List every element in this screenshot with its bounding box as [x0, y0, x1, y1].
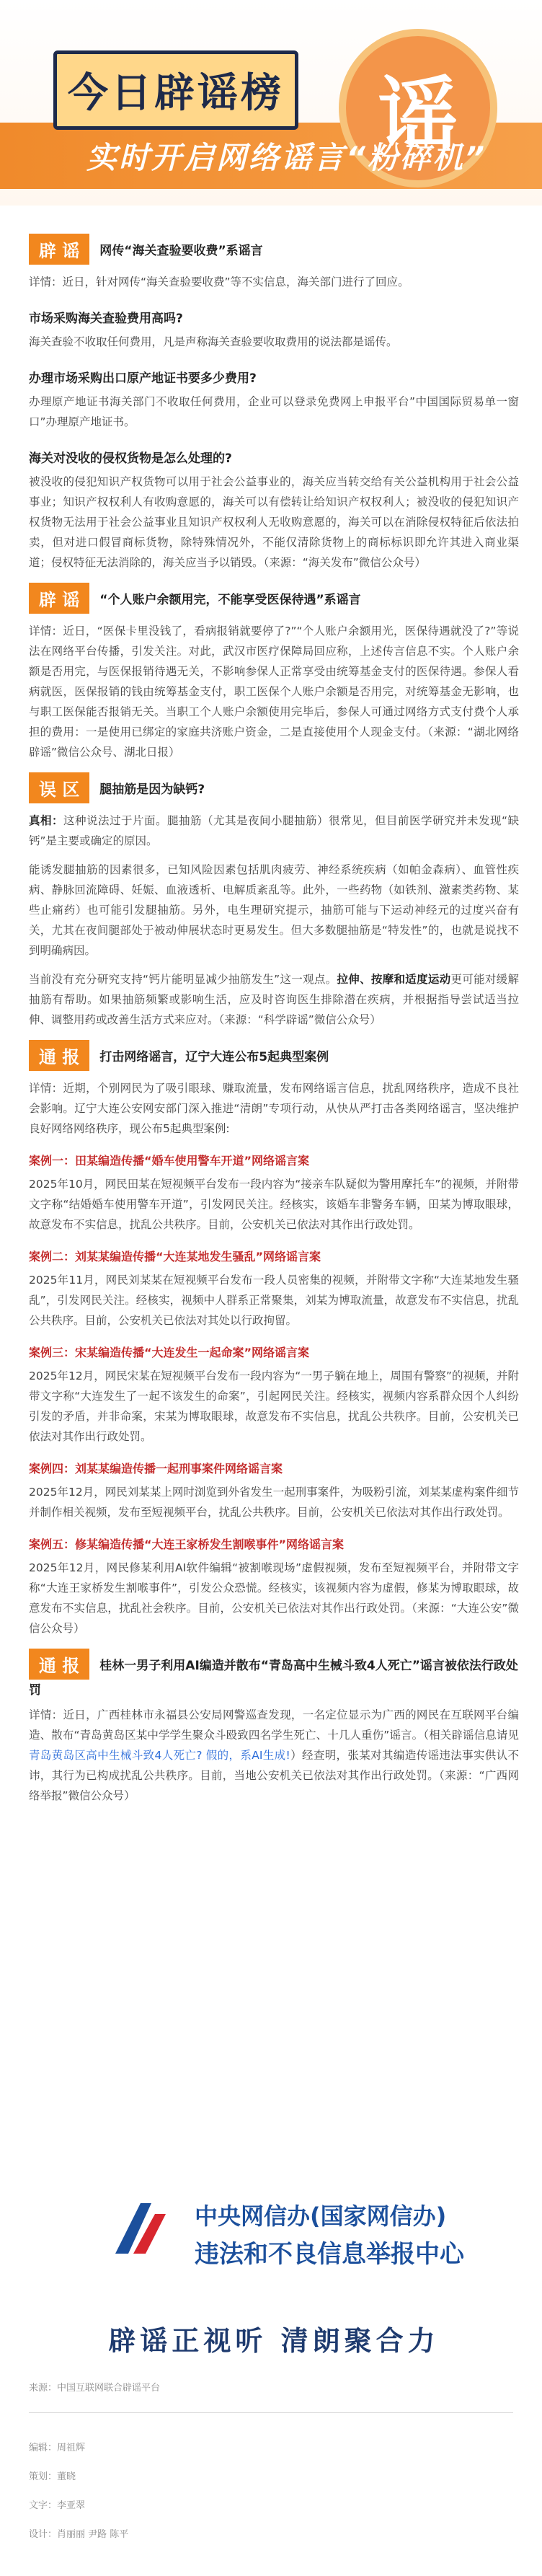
- section-header: [29, 234, 519, 265]
- case-title: 案例二：刘某某编造传播“大连某地发生骚乱”网络谣言案: [29, 1250, 321, 1263]
- banner-title: 今日辟谣榜: [68, 70, 284, 117]
- report-center-logo: [29, 2185, 519, 2286]
- question: 海关对没收的侵权货物是怎么处理的?: [29, 451, 232, 466]
- paragraph: 2025年12月，网民宋某在短视频平台发布一段内容为“一男子躺在地上，周围有警察”的视频，并附带文字称“大连发生了一起不该发生的命案”，引起网民关注。经核实，视频内容系群众因个人纠纷引发的矛盾，并非命案，宋某为博取眼球，故意发布不实信息，扰乱公共秩序。目前，公安机关已依法对其作出行政处罚。: [29, 1369, 519, 1443]
- paragraph-text: ）经查明，张某对其编造传谣违法事实供认不讳，其行为已构成扰乱公共秩序。目前，当地公安机关已依法对其作出行政处罚。（来源：“广西网络举报”微信公众号）: [29, 1749, 519, 1802]
- credit-line: 策划：董晓: [29, 2471, 76, 2482]
- paragraph: 详情：近日，“医保卡里没钱了，看病报销就要停了?”“个人账户余额用光，医保待遇就没了?”等说法在网络平台传播，引发关注。对此，武汉市医疗保障局回应称，上述传言信息不实。个人账户余额是否用完，与医保报销待遇无关，不影响参保人正常享受由统筹基金支付的医保待遇。参保人看病就医，医保报销的钱由统筹基金支付，职工医保个人账户余额是否用完，对统筹基金无影响，也与职工医保能否报销无关。当职工个人账户余额使用完毕后，参保人可通过网络方式支付费个人承担的费用：一是使用已绑定的家庭共济账户资金，二是直接使用个人现金支付。（来源：“湖北网络辟谣”微信公众号、湖北日报）: [29, 625, 519, 759]
- org-name-line2: 违法和不良信息举报中心: [195, 2240, 464, 2269]
- case-title: 案例四：刘某某编造传播一起刑事案件网络谣言案: [29, 1462, 283, 1476]
- paragraph: [29, 1705, 519, 1806]
- case-title: 案例五：修某编造传播“大连王家桥发生割喉事件”网络谣言案: [29, 1538, 345, 1551]
- rumor-badge-text: 谣: [378, 68, 458, 161]
- section-title: 腿抽筋是因为缺钙?: [99, 782, 205, 797]
- section-title: 桂林一男子利用AI编造并散布“青岛高中生械斗致4人死亡”谣言被依法行政处罚: [29, 1659, 518, 1698]
- banner-title-box: [53, 50, 298, 130]
- report-center-icon: [101, 2192, 180, 2272]
- paragraph: 海关查验不收取任何费用，凡是声称海关查验要收取费用的说法都是谣传。: [29, 335, 398, 348]
- paragraph-text: 详情：近日，广西桂林市永福县公安局网警巡查发现，一名定位显示为广西的网民在互联网平台编造、散布“青岛黄岛区某中学学生聚众斗殴致四名学生死亡、十几人重伤”谣言。（相关辟谣信息请见: [29, 1708, 519, 1742]
- label: 真相：: [29, 814, 63, 827]
- question: 办理市场采购出口原产地证书要多少费用?: [29, 371, 257, 386]
- paragraph: 2025年12月，网民修某利用AI软件编辑“被割喉现场”虚假视频，发布至短视频平台，并附带文字称“大连王家桥发生割喉事件”，引发公众恐慌。经核实，该视频内容为虚假，修某为博取眼球，故意发布不实信息，扰乱社会秩序。目前，公安机关已依法对其作出行政处罚。（来源：“大连公安”微信公众号）: [29, 1561, 519, 1635]
- question: 市场采购海关查验费用高吗?: [29, 312, 183, 326]
- paragraph: 2025年10月，网民田某在短视频平台发布一段内容为“接亲车队疑似为警用摩托车”的视频，并附带文字称“结婚婚车使用警车开道”，引发网民关注。经核实，该婚车非警务车辆，田某为博取眼球，故意发布不实信息，扰乱公共秩序。目前，公安机关已依法对其作出行政处罚。: [29, 1178, 519, 1231]
- section-tag: 辟 谣: [29, 234, 89, 265]
- section-header: [29, 772, 519, 803]
- credit-line: 编辑：周祖辉: [29, 2443, 86, 2453]
- section-header: [29, 1649, 519, 1698]
- emphasis: 拉伸、按摩和适度运动: [337, 973, 451, 986]
- banner-subtitle: 实时开启网络谣言“粉碎机”: [86, 140, 487, 175]
- org-name-line1: 中央网信办(国家网信办): [195, 2202, 447, 2230]
- section-tag: 误 区: [29, 772, 89, 803]
- credits: [29, 2434, 128, 2549]
- section-tag: 辟 谣: [29, 583, 89, 614]
- related-article-link[interactable]: 青岛黄岛区高中生械斗致4人死亡? 假的，系AI生成!: [29, 1749, 290, 1762]
- paragraph-text: 更可能对缓解抽筋有帮助。如果抽筋频繁或影响生活，应及时咨询医生排除潜在疾病，并根据指导尝试适当拉伸、调整用药或改善生活方式来应对。（来源：“科学辟谣”微信公众号）: [29, 973, 519, 1026]
- case-title: 案例一：田某编造传播“婚车使用警车开道”网络谣言案: [29, 1154, 310, 1168]
- paragraph: 详情：近期，个别网民为了吸引眼球、赚取流量，发布网络谣言信息，扰乱网络秩序，造成不良社会影响。辽宁大连公安网安部门深入推进“清朗”专项行动，从快从严打击各类网络谣言，坚决维护良好网络网络秩序，现公布5起典型案例:: [29, 1082, 519, 1135]
- credit-line: 文字：李亚翠: [29, 2500, 86, 2511]
- paragraph: 2025年11月，网民刘某某在短视频平台发布一段人员密集的视频，并附带文字称“大连某地发生骚乱”，引发网民关注。经核实，视频中人群系正常聚集，刘某为博取流量，故意发布不实信息，扰乱公共秩序。目前，公安机关已依法对其处以行政拘留。: [29, 1274, 519, 1327]
- slogan: 辟谣正视听 清朗聚合力: [108, 2325, 440, 2357]
- section-title: 打击网络谣言，辽宁大连公布5起典型案例: [99, 1050, 329, 1064]
- paragraph: [29, 969, 519, 1030]
- section-header: [29, 583, 519, 614]
- paragraph-text: 这种说法过于片面。腿抽筋（尤其是夜间小腿抽筋）很常见，但目前医学研究并未发现“缺钙”是主要或确定的原因。: [29, 814, 519, 847]
- credit-line: 设计：肖丽丽 尹路 陈平: [29, 2529, 129, 2540]
- section-tag: 通 报: [29, 1649, 89, 1680]
- paragraph: 能诱发腿抽筋的因素很多，已知风险因素包括肌肉疲劳、神经系统疾病（如帕金森病）、血管性疾病、静脉回流障碍、妊娠、血液透析、电解质紊乱等。此外，一些药物（如铁剂、激素类药物、某些止痛药）也可能引发腿抽筋。另外，电生理研究提示，抽筋可能与下运动神经元的过度兴奋有关，尤其在夜间腿部处于被动伸展状态时更易发生。但大多数腿抽筋是“特发性”的，也就是说找不到明确病因。: [29, 863, 519, 957]
- section-title: “个人账户余额用完，不能享受医保待遇”系谣言: [99, 593, 361, 607]
- paragraph: 2025年12月，网民刘某某上网时浏览到外省发生一起刑事案件，为吸粉引流，刘某某虚构案件细节并制作相关视频，发布至短视频平台，扰乱公共秩序。目前，公安机关已依法对其作出行政处罚。: [29, 1486, 519, 1519]
- paragraph: [29, 811, 519, 851]
- section-tag: 通 报: [29, 1040, 89, 1071]
- article-body: [29, 224, 519, 1814]
- header-banner: [0, 0, 542, 206]
- paragraph: 办理原产地证书海关部门不收取任何费用，企业可以登录免费网上申报平台”中国国际贸易单一窗口”办理原产地证书。: [29, 395, 519, 428]
- case-title: 案例三：宋某编造传播“大连发生一起命案”网络谣言案: [29, 1346, 310, 1359]
- paragraph: 详情：近日，针对网传“海关查验要收费”等不实信息，海关部门进行了回应。: [29, 275, 409, 288]
- section-header: [29, 1040, 519, 1071]
- paragraph-text: 当前没有充分研究支持“钙片能明显减少抽筋发生”这一观点。: [29, 973, 337, 986]
- section-title: 网传“海关查验要收费”系谣言: [99, 244, 263, 258]
- source-line: 来源：中国互联网联合辟谣平台: [29, 2383, 161, 2394]
- divider: [29, 2412, 513, 2413]
- paragraph: 被没收的侵犯知识产权货物可以用于社会公益事业的，海关应当转交给有关公益机构用于社会公益事业；知识产权权利人有收购意愿的，海关可以有偿转让给知识产权权利人；被没收的侵犯知识产权货物无法用于社会公益事业且知识产权权利人无收购意愿的，海关可以在消除侵权特征后依法拍卖，但对进口假冒商标货物，除特殊情况外，不能仅清除货物上的商标标识即允许其进入商业渠道；侵权特征无法消除的，海关应当予以销毁。（来源：“海关发布”微信公众号）: [29, 475, 519, 569]
